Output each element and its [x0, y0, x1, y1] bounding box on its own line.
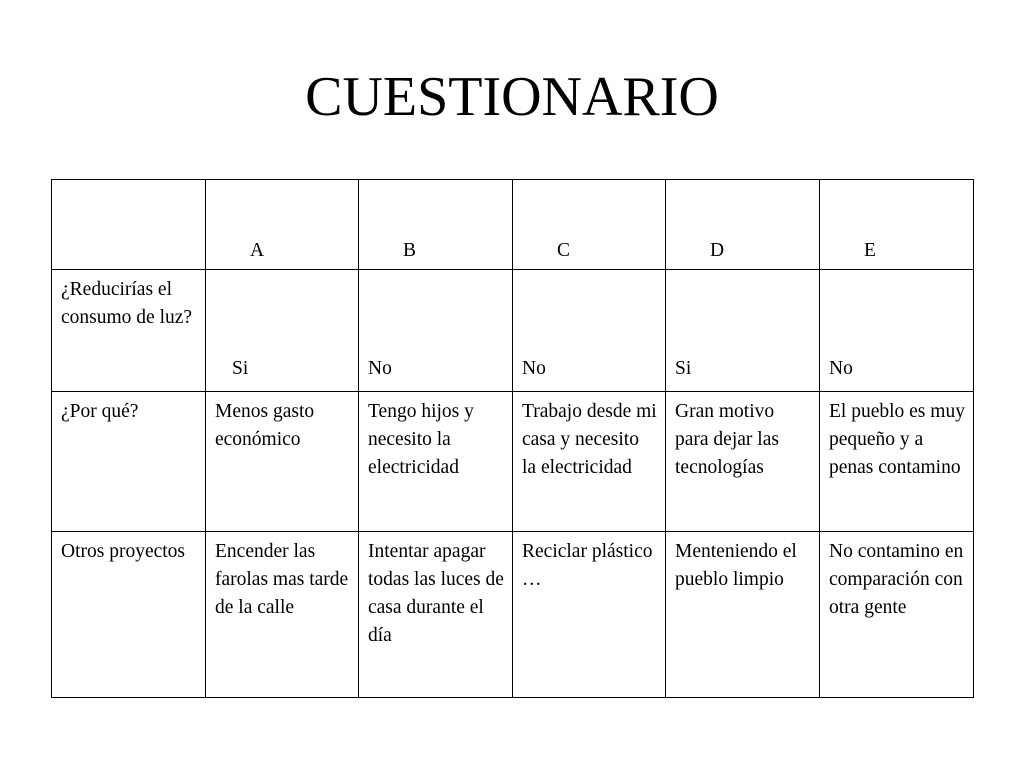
table-cell: Menos gasto económico: [206, 392, 359, 532]
row-label: Otros proyectos: [52, 532, 206, 698]
table-cell: No: [359, 269, 513, 392]
table-cell: No: [820, 269, 974, 392]
table-cell: Menteniendo el pueblo limpio: [666, 532, 820, 698]
table-cell: El pueblo es muy pequeño y a penas contamino: [820, 392, 974, 532]
header-cell-e: E: [820, 180, 974, 270]
table-cell: Si: [666, 269, 820, 392]
questionnaire-table: [51, 179, 974, 698]
table-cell: Encender las farolas mas tarde de la calle: [206, 532, 359, 698]
header-cell-a: A: [206, 180, 359, 270]
table-cell: No contamino en comparación con otra gente: [820, 532, 974, 698]
table-row-otros-proyectos: [52, 532, 974, 698]
table-cell: Gran motivo para dejar las tecnologías: [666, 392, 820, 532]
row-label: ¿Por qué?: [52, 392, 206, 532]
table-header-row: [52, 180, 974, 270]
row-label: ¿Reducirías el consumo de luz?: [52, 269, 206, 392]
page-title: CUESTIONARIO: [305, 66, 719, 128]
table-cell: Trabajo desde mi casa y necesito la electricidad: [513, 392, 666, 532]
table-cell: Intentar apagar todas las luces de casa durante el día: [359, 532, 513, 698]
table-cell: Reciclar plástico …: [513, 532, 666, 698]
header-cell-c: C: [513, 180, 666, 270]
table-cell: No: [513, 269, 666, 392]
header-cell-b: B: [359, 180, 513, 270]
table-row-reducirias: [52, 269, 974, 392]
header-cell-d: D: [666, 180, 820, 270]
header-cell-empty: [52, 180, 206, 270]
table-cell: Tengo hijos y necesito la electricidad: [359, 392, 513, 532]
table-row-por-que: [52, 392, 974, 532]
table-cell: Si: [206, 269, 359, 392]
